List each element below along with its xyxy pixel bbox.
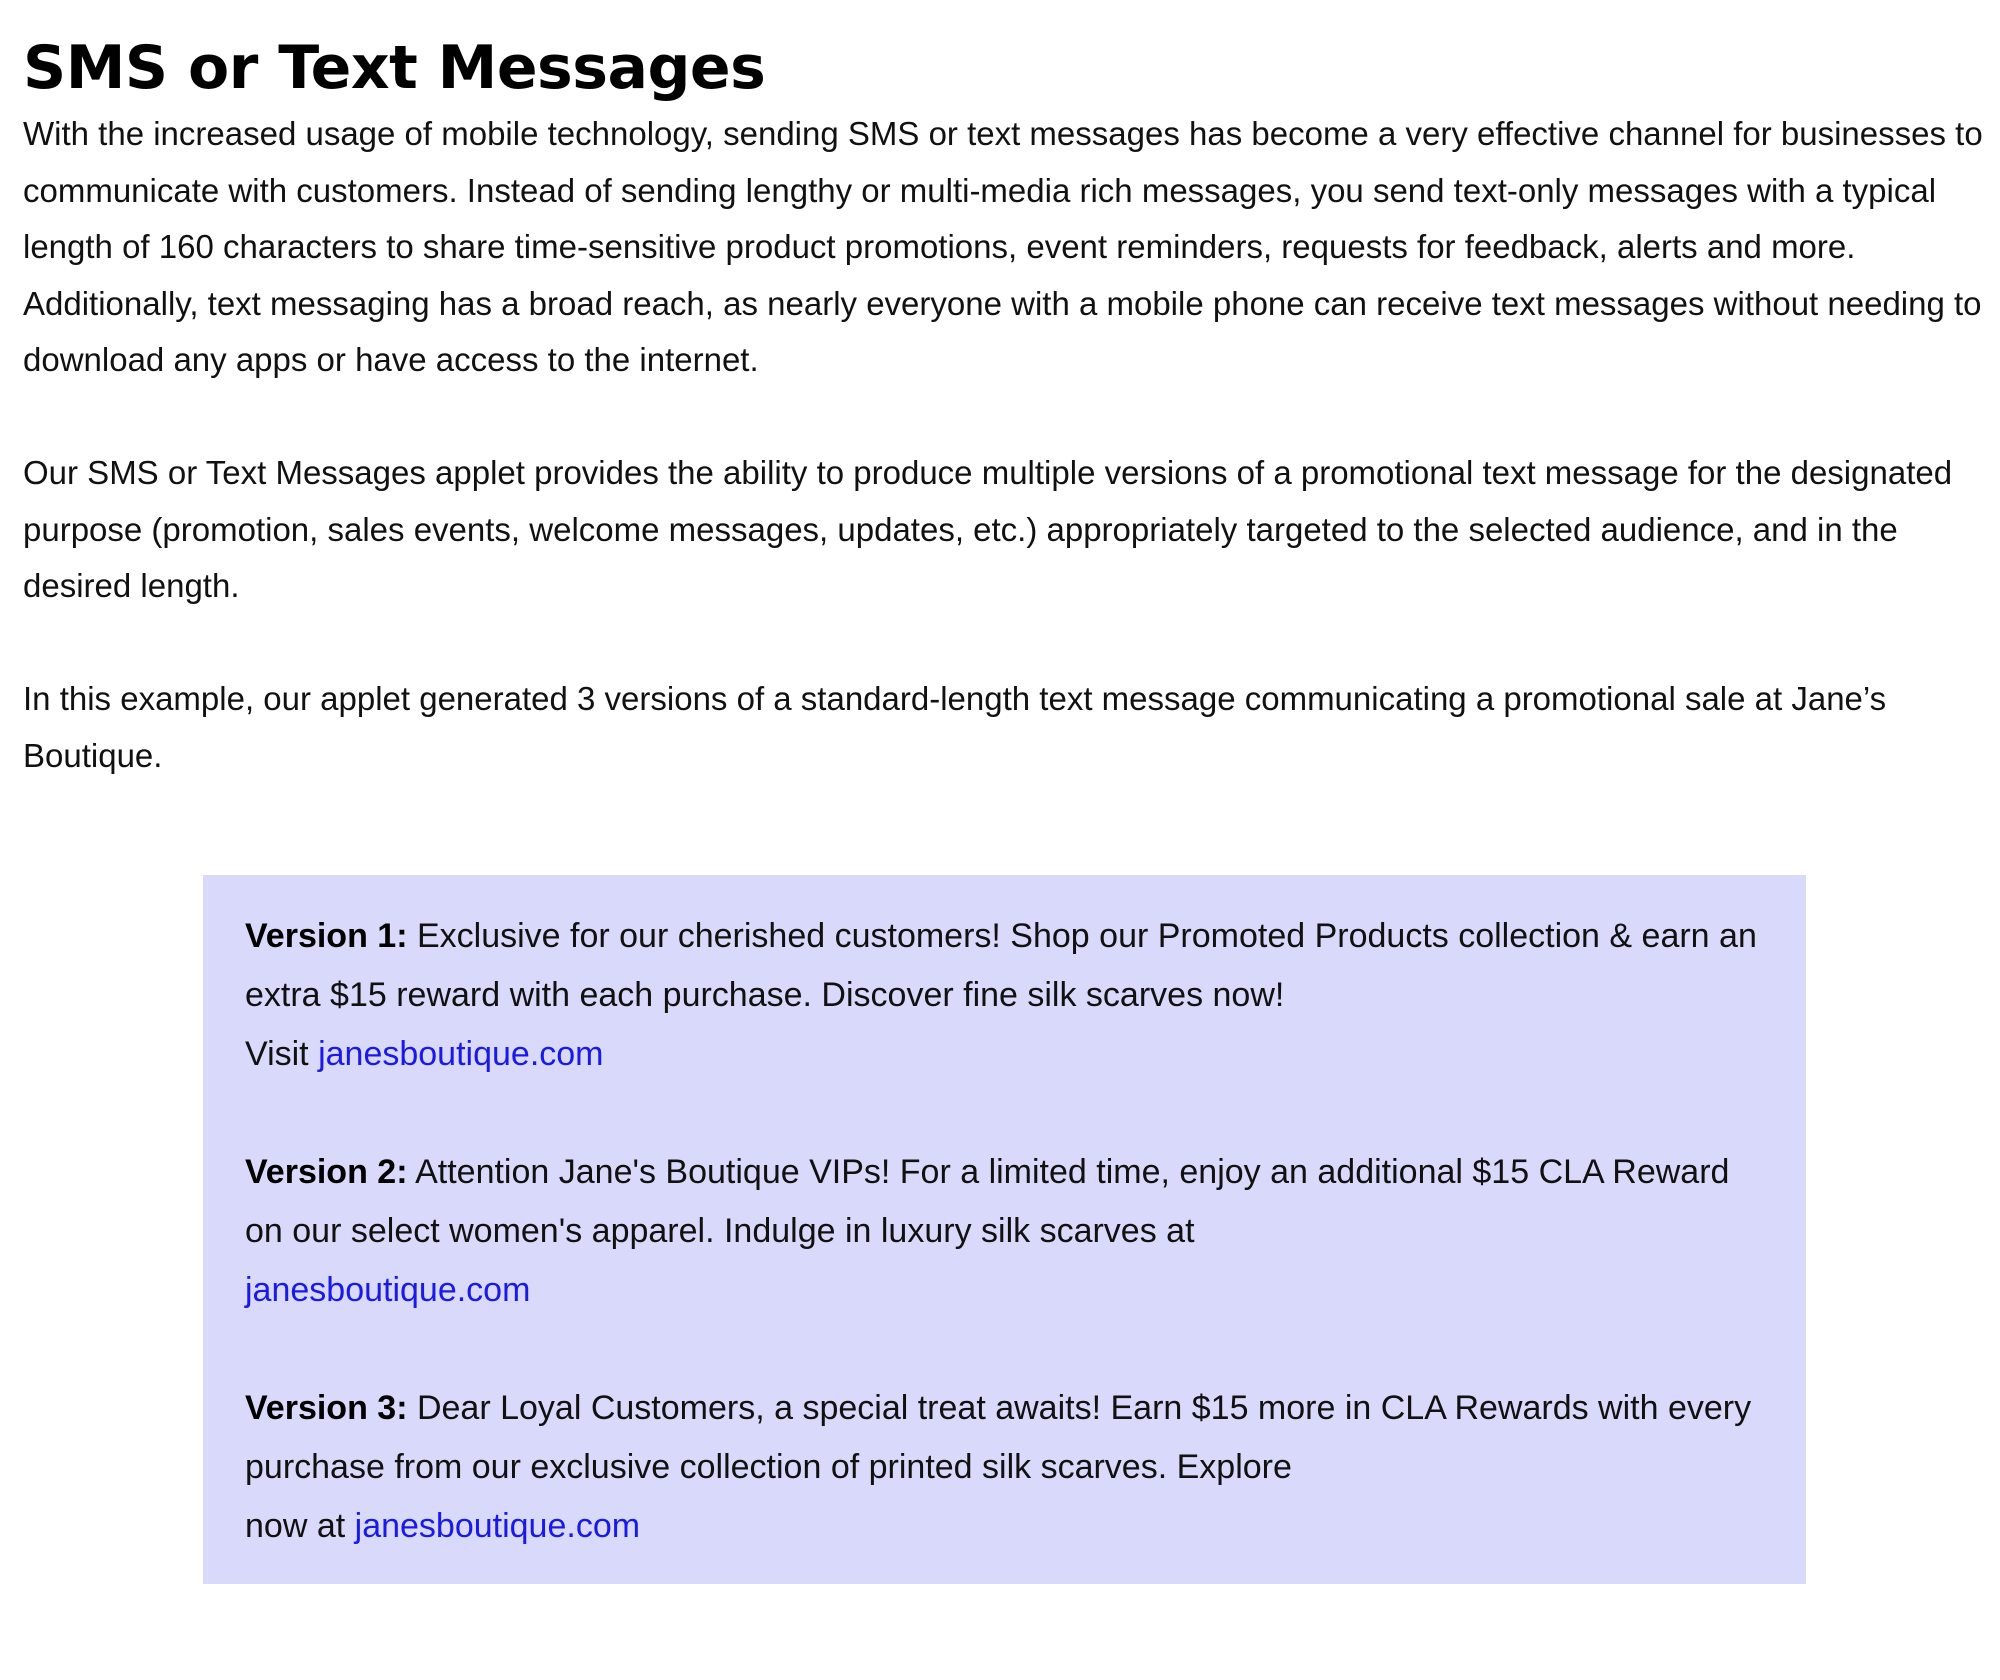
version-2-link[interactable]: janesboutique.com	[245, 1271, 531, 1309]
version-1-message	[245, 907, 1766, 1084]
version-3-link-prefix: now at	[245, 1507, 346, 1545]
message-versions-box	[203, 875, 1806, 1584]
version-1-link-prefix: Visit	[245, 1035, 309, 1073]
example-paragraph: In this example, our applet generated 3 versions of a standard-length text message communicating a promotional sale at Jane’s Boutique.	[23, 680, 1887, 774]
version-1-label: Version 1:	[245, 917, 408, 955]
version-1-link[interactable]: janesboutique.com	[318, 1035, 604, 1073]
applet-description-paragraph: Our SMS or Text Messages applet provides the ability to produce multiple versions of a promotional text message for the designated purpose (promotion, sales events, welcome messages, updates, etc.) appropriately targeted to the selected audience, and in the desired length.	[23, 454, 1953, 604]
intro-paragraph: With the increased usage of mobile technology, sending SMS or text messages has become a very effective channel for businesses to communicate with customers. Instead of sending lengthy or multi-media rich messages, you send text-only messages with a typical length of 160 characters to share time-sensitive product promotions, event reminders, requests for feedback, alerts and more. Additionally, text messaging has a broad reach, as nearly everyone with a mobile phone can receive text messages without needing to download any apps or have access to the internet.	[23, 115, 1983, 378]
version-2-message	[245, 1143, 1766, 1320]
version-1-text: Exclusive for our cherished customers! Shop our Promoted Products collection & earn an extra $15 reward with each purchase. Discover fine silk scarves now!	[245, 917, 1757, 1014]
version-2-text: Attention Jane's Boutique VIPs! For a limited time, enjoy an additional $15 CLA Reward on our select women's apparel. Indulge in luxury silk scarves at	[245, 1153, 1730, 1250]
version-2-label: Version 2:	[245, 1153, 408, 1191]
page-title: SMS or Text Messages	[23, 33, 766, 103]
document-body	[23, 30, 1983, 784]
version-3-label: Version 3:	[245, 1389, 408, 1427]
version-3-message	[245, 1379, 1766, 1556]
version-3-text: Dear Loyal Customers, a special treat awaits! Earn $15 more in CLA Rewards with every purchase from our exclusive collection of printed silk scarves. Explore	[245, 1389, 1752, 1486]
version-3-link[interactable]: janesboutique.com	[354, 1507, 641, 1545]
